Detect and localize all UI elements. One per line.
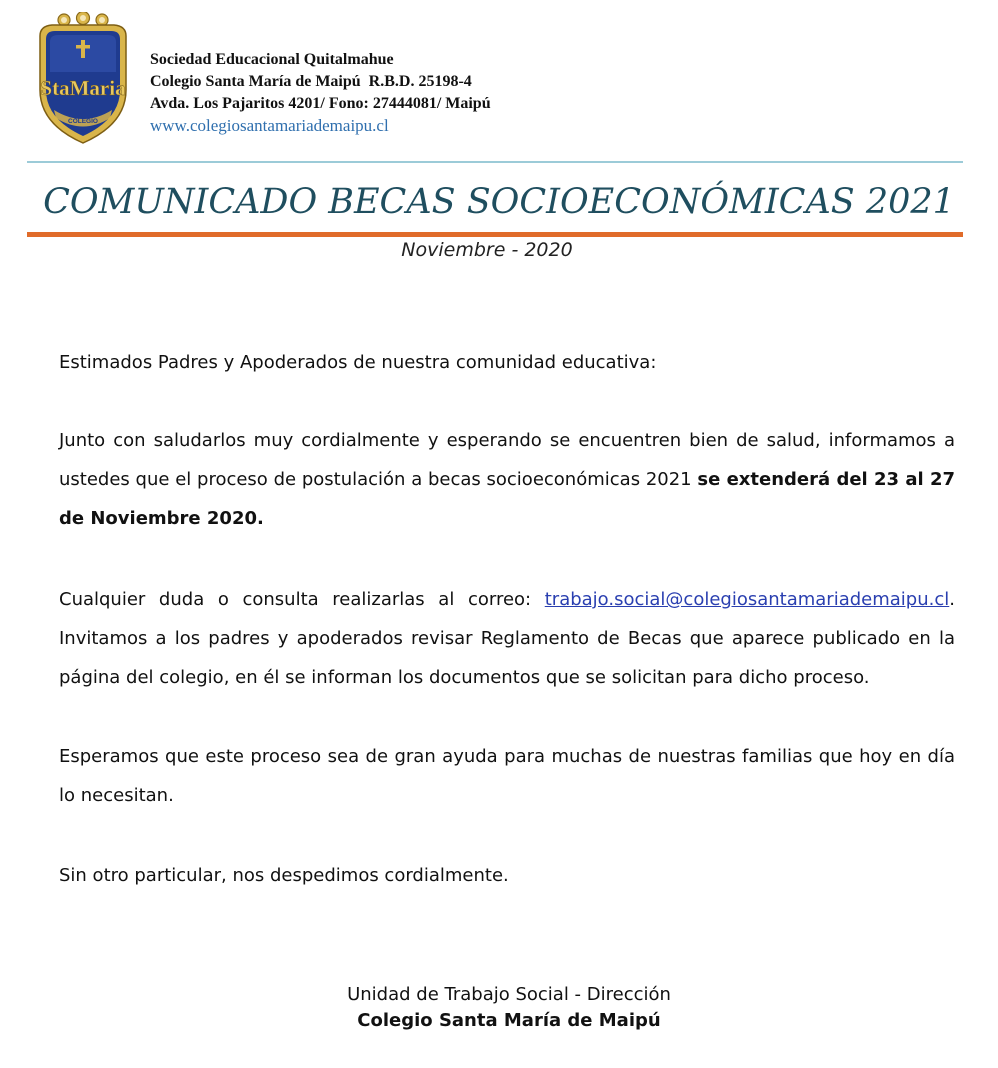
title-underline <box>27 232 963 237</box>
signature-unit: Unidad de Trabajo Social - Dirección <box>347 984 671 1005</box>
contact-paragraph <box>59 580 955 697</box>
document-date: Noviembre - 2020 <box>401 239 573 261</box>
logo-wordmark: StaMaria <box>40 76 126 100</box>
contact-intro: Cualquier duda o consulta realizarlas al correo: <box>59 589 545 610</box>
school-website-link[interactable]: www.colegiosantamariademaipu.cl <box>150 116 389 135</box>
announcement-dates: se extenderá del 23 al 27 de Noviembre 2020. <box>59 469 955 529</box>
school-crest-logo <box>34 12 132 146</box>
school-name-rbd: Colegio Santa María de Maipú R.B.D. 25198-4 <box>150 73 472 90</box>
closing-paragraph: Sin otro particular, nos despedimos cordialmente. <box>59 865 509 886</box>
hope-paragraph: Esperamos que este proceso sea de gran ayuda para muchas de nuestras familias que hoy en día lo necesitan. <box>59 746 955 806</box>
school-address-phone: Avda. Los Pajaritos 4201/ Fono: 27444081/ Maipú <box>150 95 491 112</box>
document-title: COMUNICADO BECAS SOCIOECONÓMICAS 2021 <box>43 182 955 222</box>
logo-subtext: COLEGIO <box>68 118 98 125</box>
greeting-paragraph: Estimados Padres y Apoderados de nuestra comunidad educativa: <box>59 352 657 373</box>
signature-school: Colegio Santa María de Maipú <box>357 1010 661 1031</box>
school-society-name: Sociedad Educacional Quitalmahue <box>150 51 394 68</box>
school-info <box>150 49 491 137</box>
announcement-text: Junto con saludarlos muy cordialmente y esperando se encuentren bien de salud, informamos a ustedes que el proceso de postulación a becas socioeconómicas 2021 <box>59 430 955 490</box>
announcement-paragraph <box>59 421 955 538</box>
contact-email-link[interactable]: trabajo.social@colegiosantamariademaipu.cl <box>544 589 950 610</box>
letterhead <box>0 0 998 165</box>
contact-details: . Invitamos a los padres y apoderados revisar Reglamento de Becas que aparece publicado en la página del colegio, en él se informan los documentos que se solicitan para dicho proceso. <box>59 589 955 688</box>
header-divider <box>27 161 963 163</box>
signature-block <box>0 982 998 1034</box>
